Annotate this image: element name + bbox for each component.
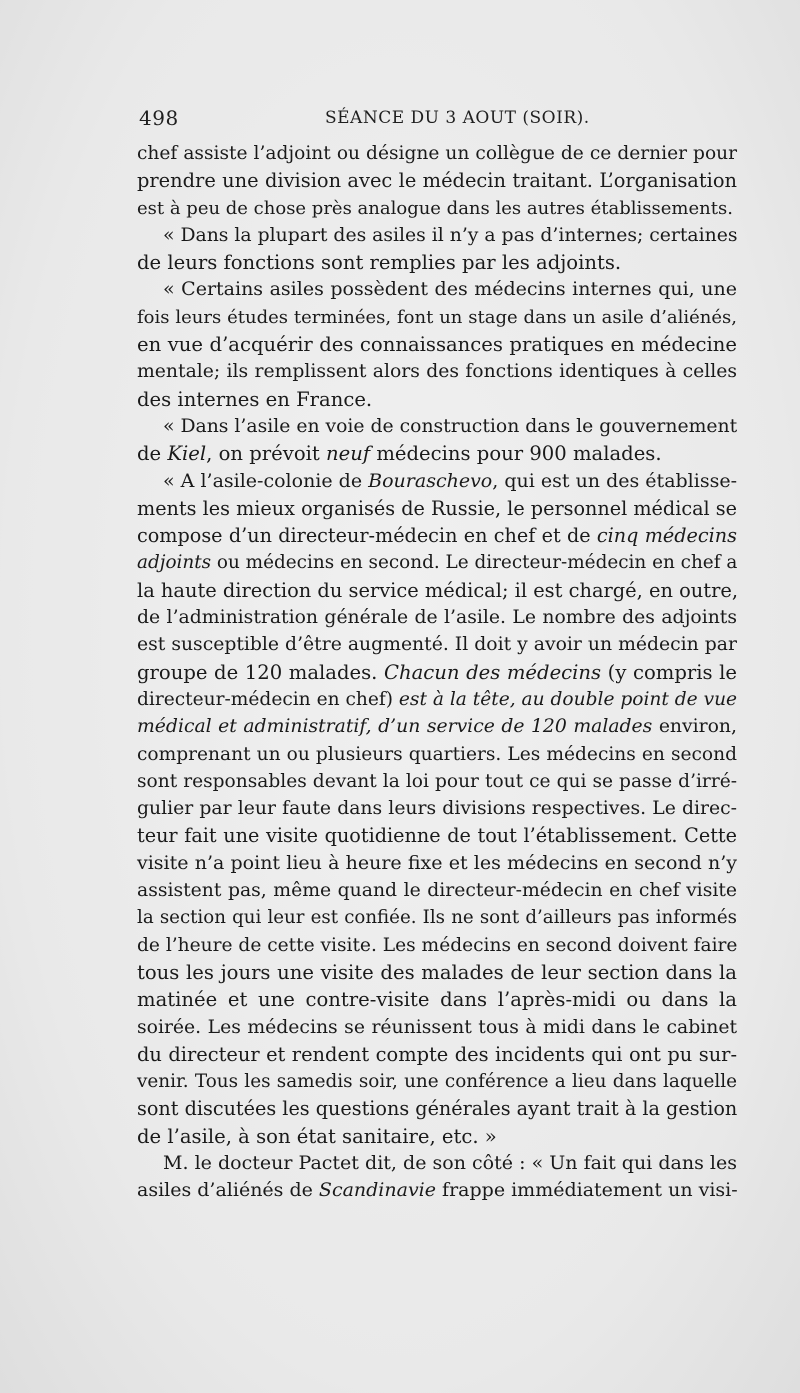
text-line: ments les mieux organisés de Russie, le personnel médical se	[137, 496, 737, 520]
page-header	[137, 106, 737, 136]
text-line: teur fait une visite quotidienne de tout l’établissement. Cette	[137, 824, 737, 848]
text-line	[137, 440, 737, 467]
text-segment: asiles d’aliénés de	[137, 1179, 319, 1202]
text-segment: « A l’asile-colonie de	[163, 469, 369, 492]
text-line: soirée. Les médecins se réunissent tous à midi dans le cabinet	[137, 1016, 737, 1038]
text-line	[137, 659, 737, 686]
page-number: 498	[139, 106, 179, 130]
text-line: mentale; ils remplissent alors des fonctions identiques à celles	[137, 361, 737, 383]
text-line: fois leurs études terminées, font un stage dans un asile d’aliénés,	[137, 306, 737, 328]
text-line	[137, 1177, 737, 1204]
text-line: de leurs fonctions sont remplies par les adjoints.	[137, 251, 622, 275]
text-line: visite n’a point lieu à heure fixe et les médecins en second n’y	[137, 851, 737, 874]
text-segment: de	[137, 442, 168, 466]
text-segment: , qui est un des établisse-	[492, 469, 737, 492]
text-segment: environ,	[652, 716, 737, 738]
italic-segment: Kiel	[167, 442, 207, 466]
running-head: SÉANCE DU 3 AOUT (SOIR).	[325, 108, 590, 128]
text-line: des internes en France.	[137, 387, 373, 411]
italic-segment: adjoints	[137, 552, 212, 574]
text-line: de l’administration générale de l’asile. Le nombre des adjoints	[137, 607, 737, 629]
text-line	[137, 522, 737, 549]
text-line: est à peu de chose près analogue dans les autres établissements.	[137, 197, 733, 219]
italic-segment: médical et administratif, d’un service de 120 malades	[137, 716, 653, 738]
text-segment: compose d’un directeur-médecin en chef et de	[137, 524, 597, 548]
text-line: prendre une division avec le médecin traitant. L’organisation	[137, 169, 737, 193]
text-line: « Certains asiles possèdent des médecins internes qui, une	[163, 278, 737, 301]
italic-segment: Scandinavie	[318, 1179, 437, 1202]
italic-segment: neuf	[326, 442, 371, 466]
text-line: sont discutées les questions générales ayant trait à la gestion	[137, 1097, 738, 1121]
text-line	[137, 468, 737, 495]
italic-segment: est à la tête, au double point de vue	[398, 688, 738, 710]
text-line: « Dans la plupart des asiles il n’y a pas d’internes; certaines	[163, 224, 738, 246]
text-line: est susceptible d’être augmenté. Il doit y avoir un médecin par	[137, 634, 737, 656]
italic-segment: cinq médecins	[596, 524, 737, 548]
text-segment: (y compris le	[601, 660, 738, 684]
text-line: tous les jours une visite des malades de leur section dans la	[137, 960, 737, 984]
text-line: la haute direction du service médical; il est chargé, en outre,	[137, 578, 738, 602]
text-line	[137, 713, 737, 740]
text-line: la section qui leur est confiée. Ils ne sont d’ailleurs pas informés	[137, 907, 737, 929]
italic-segment: Bouraschevo	[368, 469, 493, 492]
text-segment: groupe de 120 malades.	[137, 660, 384, 684]
text-line: « Dans l’asile en voie de construction dans le gouvernement	[163, 415, 738, 437]
text-line: en vue d’acquérir des connaissances pratiques en médecine	[137, 333, 737, 357]
text-line	[137, 549, 737, 576]
text-segment: médecins pour 900 malades.	[370, 442, 662, 466]
text-line: matinée et une contre-visite dans l’après-midi ou dans la	[137, 988, 737, 1012]
text-line: gulier par leur faute dans leurs divisions respectives. Le direc-	[137, 798, 737, 820]
text-line: M. le docteur Pactet dit, de son côté : « Un fait qui dans les	[163, 1151, 737, 1174]
text-line	[137, 686, 737, 713]
body-text	[137, 140, 737, 1205]
text-segment: ou médecins en second. Le directeur-médecin en chef a	[211, 552, 738, 574]
text-segment: frappe immédiatement un visi-	[436, 1179, 738, 1202]
text-segment: directeur-médecin en chef)	[137, 688, 399, 710]
text-line: de l’asile, à son état sanitaire, etc. »	[137, 1124, 497, 1148]
text-line: du directeur et rendent compte des incidents qui ont pu sur-	[137, 1042, 737, 1066]
text-line: sont responsables devant la loi pour tout ce qui se passe d’irré-	[137, 770, 737, 792]
text-segment: , on prévoit	[206, 442, 326, 466]
italic-segment: Chacun des médecins	[383, 660, 602, 684]
text-line: chef assiste l’adjoint ou désigne un collègue de ce dernier pour	[137, 143, 737, 164]
text-line: venir. Tous les samedis soir, une conférence a lieu dans laquelle	[137, 1071, 737, 1093]
text-line: comprenant un ou plusieurs quartiers. Les médecins en second	[137, 743, 737, 765]
text-line: assistent pas, même quand le directeur-médecin en chef visite	[137, 880, 737, 902]
text-line: de l’heure de cette visite. Les médecins en second doivent faire	[137, 934, 738, 956]
